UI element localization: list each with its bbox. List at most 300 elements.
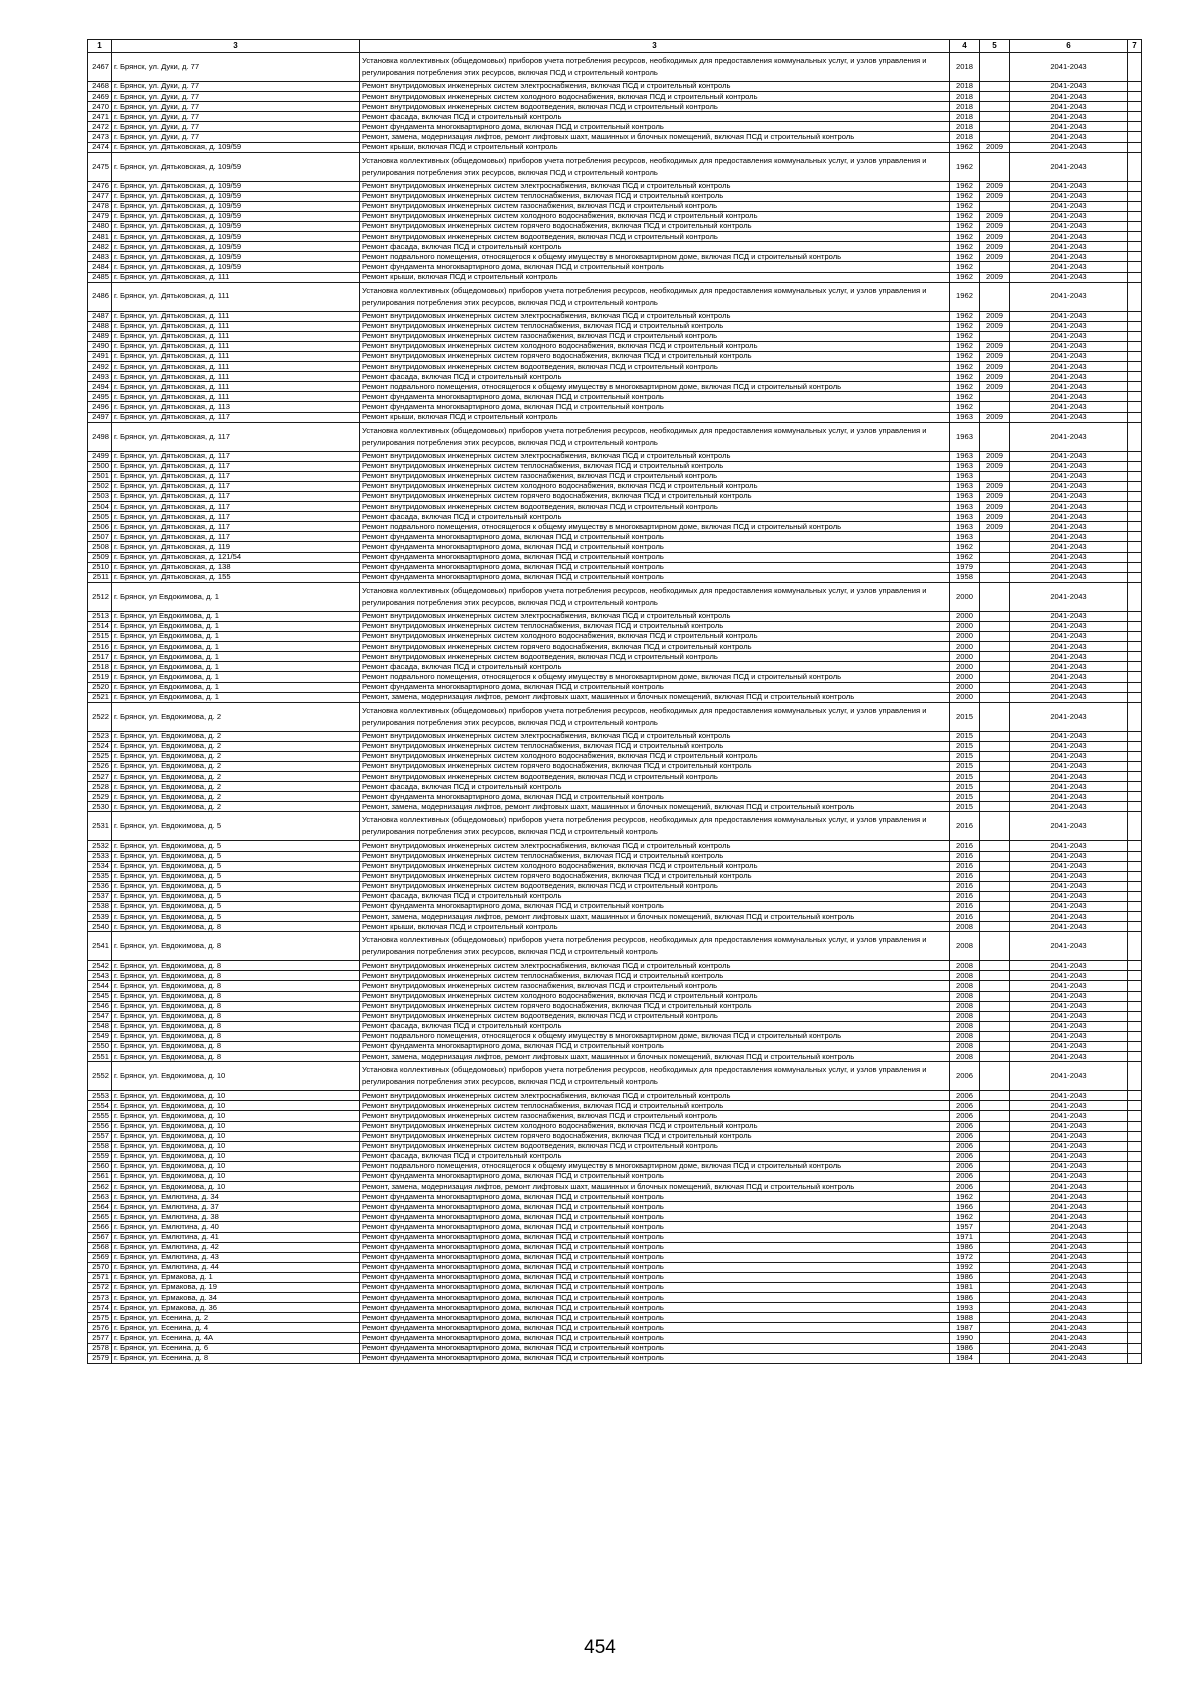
- note-cell: [1128, 412, 1142, 422]
- table-row: [88, 142, 1142, 152]
- table-row: [88, 1293, 1142, 1303]
- build-year-cell: 2006: [950, 1151, 980, 1161]
- build-year-cell: 2016: [950, 841, 980, 851]
- planned-period-cell: 2041-2043: [1010, 1091, 1128, 1101]
- planned-period-cell: 2041-2043: [1010, 222, 1128, 232]
- row-number-cell: 2553: [88, 1091, 112, 1101]
- last-repair-year-cell: 2009: [980, 451, 1010, 461]
- address-cell: г. Брянск, ул. Емлютина, д. 37: [112, 1202, 360, 1212]
- work-type-cell: Ремонт внутридомовых инженерных систем электроснабжения, включая ПСД и строительный контроль: [360, 961, 950, 971]
- planned-period-cell: 2041-2043: [1010, 422, 1128, 451]
- work-type-cell: Ремонт внутридомовых инженерных систем горячего водоснабжения, включая ПСД и строительный контроль: [360, 222, 950, 232]
- note-cell: [1128, 761, 1142, 771]
- build-year-cell: 1962: [950, 392, 980, 402]
- row-number-cell: 2490: [88, 341, 112, 351]
- row-number-cell: 2498: [88, 422, 112, 451]
- row-number-cell: 2484: [88, 262, 112, 272]
- planned-period-cell: 2041-2043: [1010, 621, 1128, 631]
- planned-period-cell: 2041-2043: [1010, 1202, 1128, 1212]
- work-type-cell: Ремонт фундамента многоквартирного дома, включая ПСД и строительный контроль: [360, 572, 950, 582]
- row-number-cell: 2548: [88, 1021, 112, 1031]
- build-year-cell: 1963: [950, 512, 980, 522]
- last-repair-year-cell: [980, 132, 1010, 142]
- table-row: [88, 451, 1142, 461]
- planned-period-cell: 2041-2043: [1010, 611, 1128, 621]
- build-year-cell: 1963: [950, 451, 980, 461]
- row-number-cell: 2579: [88, 1353, 112, 1363]
- build-year-cell: 1962: [950, 341, 980, 351]
- row-number-cell: 2509: [88, 552, 112, 562]
- address-cell: г. Брянск, ул. Евдокимова, д. 5: [112, 881, 360, 891]
- note-cell: [1128, 792, 1142, 802]
- address-cell: г. Брянск, ул. Дятьковская, д. 117: [112, 492, 360, 502]
- work-type-cell: Ремонт внутридомовых инженерных систем холодного водоснабжения, включая ПСД и строительный контроль: [360, 481, 950, 491]
- last-repair-year-cell: [980, 532, 1010, 542]
- work-type-cell: Ремонт, замена, модернизация лифтов, ремонт лифтовых шахт, машинных и блочных помещений, включая ПСД и строительный контроль: [360, 802, 950, 812]
- table-row: [88, 1111, 1142, 1121]
- work-type-cell: Ремонт фундамента многоквартирного дома, включая ПСД и строительный контроль: [360, 1353, 950, 1363]
- row-number-cell: 2545: [88, 991, 112, 1001]
- last-repair-year-cell: [980, 1192, 1010, 1202]
- build-year-cell: 1962: [950, 311, 980, 321]
- planned-period-cell: 2041-2043: [1010, 802, 1128, 812]
- last-repair-year-cell: [980, 1353, 1010, 1363]
- work-type-cell: Ремонт внутридомовых инженерных систем горячего водоснабжения, включая ПСД и строительный контроль: [360, 492, 950, 502]
- column-header: 6: [1010, 40, 1128, 53]
- work-type-cell: Ремонт фасада, включая ПСД и строительный контроль: [360, 782, 950, 792]
- planned-period-cell: 2041-2043: [1010, 372, 1128, 382]
- work-type-cell: Ремонт фундамента многоквартирного дома, включая ПСД и строительный контроль: [360, 682, 950, 692]
- work-type-cell: Ремонт внутридомовых инженерных систем электроснабжения, включая ПСД и строительный контроль: [360, 82, 950, 92]
- note-cell: [1128, 662, 1142, 672]
- work-type-cell: Ремонт фундамента многоквартирного дома, включая ПСД и строительный контроль: [360, 542, 950, 552]
- row-number-cell: 2477: [88, 191, 112, 201]
- work-type-cell: Ремонт фундамента многоквартирного дома, включая ПСД и строительный контроль: [360, 1272, 950, 1282]
- note-cell: [1128, 1171, 1142, 1181]
- note-cell: [1128, 1323, 1142, 1333]
- row-number-cell: 2518: [88, 662, 112, 672]
- address-cell: г. Брянск, ул. Дятьковская, д. 111: [112, 351, 360, 361]
- work-type-cell: Установка коллективных (общедомовых) приборов учета потребления ресурсов, необходимых для предоставления коммунальных услуг, и узлов управления и регулирования потребления этих ресурсов, включая ПСД и строительный контроль: [360, 152, 950, 181]
- last-repair-year-cell: [980, 1161, 1010, 1171]
- work-type-cell: Ремонт внутридомовых инженерных систем водоотведения, включая ПСД и строительный контроль: [360, 652, 950, 662]
- row-number-cell: 2479: [88, 211, 112, 221]
- build-year-cell: 2018: [950, 82, 980, 92]
- last-repair-year-cell: [980, 1202, 1010, 1212]
- row-number-cell: 2531: [88, 812, 112, 841]
- work-type-cell: Ремонт внутридомовых инженерных систем водоотведения, включая ПСД и строительный контроль: [360, 881, 950, 891]
- last-repair-year-cell: [980, 552, 1010, 562]
- row-number-cell: 2533: [88, 851, 112, 861]
- row-number-cell: 2568: [88, 1242, 112, 1252]
- row-number-cell: 2522: [88, 702, 112, 731]
- table-row: [88, 932, 1142, 961]
- note-cell: [1128, 582, 1142, 611]
- table-row: [88, 1303, 1142, 1313]
- planned-period-cell: 2041-2043: [1010, 1101, 1128, 1111]
- table-row: [88, 912, 1142, 922]
- build-year-cell: 1963: [950, 481, 980, 491]
- row-number-cell: 2552: [88, 1062, 112, 1091]
- build-year-cell: 1962: [950, 272, 980, 282]
- table-row: [88, 1232, 1142, 1242]
- last-repair-year-cell: [980, 772, 1010, 782]
- note-cell: [1128, 1353, 1142, 1363]
- note-cell: [1128, 1141, 1142, 1151]
- work-type-cell: Ремонт внутридомовых инженерных систем теплоснабжения, включая ПСД и строительный контроль: [360, 461, 950, 471]
- note-cell: [1128, 961, 1142, 971]
- last-repair-year-cell: [980, 782, 1010, 792]
- table-row: [88, 402, 1142, 412]
- planned-period-cell: 2041-2043: [1010, 1151, 1128, 1161]
- build-year-cell: 1962: [950, 321, 980, 331]
- work-type-cell: Ремонт внутридомовых инженерных систем холодного водоснабжения, включая ПСД и строительный контроль: [360, 861, 950, 871]
- address-cell: г. Брянск, ул Евдокимова, д. 1: [112, 621, 360, 631]
- table-row: [88, 1272, 1142, 1282]
- row-number-cell: 2546: [88, 1001, 112, 1011]
- note-cell: [1128, 1151, 1142, 1161]
- table-row: [88, 492, 1142, 502]
- planned-period-cell: 2041-2043: [1010, 1182, 1128, 1192]
- build-year-cell: 1962: [950, 542, 980, 552]
- last-repair-year-cell: 2009: [980, 232, 1010, 242]
- note-cell: [1128, 1031, 1142, 1041]
- last-repair-year-cell: [980, 562, 1010, 572]
- planned-period-cell: 2041-2043: [1010, 232, 1128, 242]
- note-cell: [1128, 1161, 1142, 1171]
- table-row: [88, 582, 1142, 611]
- note-cell: [1128, 611, 1142, 621]
- address-cell: г. Брянск, ул. Дятьковская, д. 117: [112, 412, 360, 422]
- row-number-cell: 2538: [88, 902, 112, 912]
- address-cell: г. Брянск, ул. Дятьковская, д. 155: [112, 572, 360, 582]
- table-row: [88, 731, 1142, 741]
- build-year-cell: 2000: [950, 621, 980, 631]
- planned-period-cell: 2041-2043: [1010, 922, 1128, 932]
- address-cell: г. Брянск, ул. Дятьковская, д. 109/59: [112, 191, 360, 201]
- work-type-cell: Ремонт крыши, включая ПСД и строительный контроль: [360, 272, 950, 282]
- work-type-cell: Ремонт, замена, модернизация лифтов, ремонт лифтовых шахт, машинных и блочных помещений, включая ПСД и строительный контроль: [360, 912, 950, 922]
- address-cell: г. Брянск, ул. Есенина, д. 4А: [112, 1333, 360, 1343]
- table-row: [88, 1313, 1142, 1323]
- row-number-cell: 2500: [88, 461, 112, 471]
- last-repair-year-cell: [980, 1303, 1010, 1313]
- row-number-cell: 2475: [88, 152, 112, 181]
- last-repair-year-cell: [980, 792, 1010, 802]
- work-type-cell: Ремонт внутридомовых инженерных систем холодного водоснабжения, включая ПСД и строительный контроль: [360, 92, 950, 102]
- build-year-cell: 1962: [950, 191, 980, 201]
- table-row: [88, 761, 1142, 771]
- note-cell: [1128, 82, 1142, 92]
- planned-period-cell: 2041-2043: [1010, 812, 1128, 841]
- table-row: [88, 201, 1142, 211]
- table-row: [88, 372, 1142, 382]
- note-cell: [1128, 552, 1142, 562]
- planned-period-cell: 2041-2043: [1010, 672, 1128, 682]
- planned-period-cell: 2041-2043: [1010, 392, 1128, 402]
- build-year-cell: 1992: [950, 1262, 980, 1272]
- work-type-cell: Ремонт внутридомовых инженерных систем газоснабжения, включая ПСД и строительный контроль: [360, 471, 950, 481]
- build-year-cell: 1972: [950, 1252, 980, 1262]
- work-type-cell: Ремонт фундамента многоквартирного дома, включая ПСД и строительный контроль: [360, 1283, 950, 1293]
- address-cell: г. Брянск, ул Евдокимова, д. 1: [112, 642, 360, 652]
- row-number-cell: 2574: [88, 1303, 112, 1313]
- row-number-cell: 2478: [88, 201, 112, 211]
- planned-period-cell: 2041-2043: [1010, 1141, 1128, 1151]
- address-cell: г. Брянск, ул. Емлютина, д. 34: [112, 1192, 360, 1202]
- last-repair-year-cell: [980, 1262, 1010, 1272]
- row-number-cell: 2572: [88, 1283, 112, 1293]
- last-repair-year-cell: [980, 471, 1010, 481]
- work-type-cell: Ремонт внутридомовых инженерных систем электроснабжения, включая ПСД и строительный контроль: [360, 841, 950, 851]
- note-cell: [1128, 1011, 1142, 1021]
- build-year-cell: 1962: [950, 152, 980, 181]
- note-cell: [1128, 1101, 1142, 1111]
- note-cell: [1128, 321, 1142, 331]
- table-row: [88, 242, 1142, 252]
- work-type-cell: Ремонт фундамента многоквартирного дома, включая ПСД и строительный контроль: [360, 1212, 950, 1222]
- last-repair-year-cell: [980, 642, 1010, 652]
- table-row: [88, 1091, 1142, 1101]
- table-row: [88, 211, 1142, 221]
- build-year-cell: 2016: [950, 861, 980, 871]
- address-cell: г. Брянск, ул. Евдокимова, д. 5: [112, 902, 360, 912]
- table-row: [88, 1262, 1142, 1272]
- table-row: [88, 891, 1142, 901]
- table-row: [88, 562, 1142, 572]
- table-row: [88, 812, 1142, 841]
- table-row: [88, 92, 1142, 102]
- address-cell: г. Брянск, ул. Дуки, д. 77: [112, 132, 360, 142]
- address-cell: г. Брянск, ул. Ермакова, д. 1: [112, 1272, 360, 1282]
- table-row: [88, 1052, 1142, 1062]
- planned-period-cell: 2041-2043: [1010, 1131, 1128, 1141]
- planned-period-cell: 2041-2043: [1010, 402, 1128, 412]
- planned-period-cell: 2041-2043: [1010, 522, 1128, 532]
- table-row: [88, 1252, 1142, 1262]
- build-year-cell: 2006: [950, 1141, 980, 1151]
- address-cell: г. Брянск, ул. Есенина, д. 8: [112, 1353, 360, 1363]
- planned-period-cell: 2041-2043: [1010, 981, 1128, 991]
- note-cell: [1128, 1182, 1142, 1192]
- planned-period-cell: 2041-2043: [1010, 272, 1128, 282]
- build-year-cell: 2015: [950, 751, 980, 761]
- row-number-cell: 2567: [88, 1232, 112, 1242]
- table-row: [88, 471, 1142, 481]
- last-repair-year-cell: [980, 922, 1010, 932]
- build-year-cell: 2015: [950, 702, 980, 731]
- planned-period-cell: 2041-2043: [1010, 311, 1128, 321]
- work-type-cell: Ремонт внутридомовых инженерных систем горячего водоснабжения, включая ПСД и строительный контроль: [360, 1131, 950, 1141]
- work-type-cell: Ремонт внутридомовых инженерных систем холодного водоснабжения, включая ПСД и строительный контроль: [360, 991, 950, 1001]
- build-year-cell: 2015: [950, 782, 980, 792]
- row-number-cell: 2558: [88, 1141, 112, 1151]
- last-repair-year-cell: 2009: [980, 502, 1010, 512]
- address-cell: г. Брянск, ул. Евдокимова, д. 8: [112, 1031, 360, 1041]
- planned-period-cell: 2041-2043: [1010, 1232, 1128, 1242]
- last-repair-year-cell: [980, 1052, 1010, 1062]
- table-row: [88, 841, 1142, 851]
- address-cell: г. Брянск, ул Евдокимова, д. 1: [112, 682, 360, 692]
- address-cell: г. Брянск, ул. Есенина, д. 2: [112, 1313, 360, 1323]
- row-number-cell: 2564: [88, 1202, 112, 1212]
- table-row: [88, 1353, 1142, 1363]
- build-year-cell: 2000: [950, 662, 980, 672]
- table-row: [88, 502, 1142, 512]
- table-row: [88, 1042, 1142, 1052]
- build-year-cell: 1962: [950, 351, 980, 361]
- table-row: [88, 1141, 1142, 1151]
- work-type-cell: Ремонт внутридомовых инженерных систем водоотведения, включая ПСД и строительный контроль: [360, 502, 950, 512]
- build-year-cell: 2008: [950, 932, 980, 961]
- last-repair-year-cell: [980, 82, 1010, 92]
- last-repair-year-cell: 2009: [980, 522, 1010, 532]
- planned-period-cell: 2041-2043: [1010, 1242, 1128, 1252]
- note-cell: [1128, 242, 1142, 252]
- planned-period-cell: 2041-2043: [1010, 1111, 1128, 1121]
- address-cell: г. Брянск, ул. Дятьковская, д. 109/59: [112, 201, 360, 211]
- last-repair-year-cell: 2009: [980, 252, 1010, 262]
- address-cell: г. Брянск, ул. Дятьковская, д. 117: [112, 481, 360, 491]
- table-row: [88, 611, 1142, 621]
- build-year-cell: 1963: [950, 471, 980, 481]
- work-type-cell: Ремонт внутридомовых инженерных систем газоснабжения, включая ПСД и строительный контроль: [360, 1111, 950, 1121]
- work-type-cell: Ремонт внутридомовых инженерных систем газоснабжения, включая ПСД и строительный контроль: [360, 981, 950, 991]
- build-year-cell: 1962: [950, 211, 980, 221]
- build-year-cell: 2016: [950, 902, 980, 912]
- work-type-cell: Ремонт фасада, включая ПСД и строительный контроль: [360, 1021, 950, 1031]
- address-cell: г. Брянск, ул. Евдокимова, д. 5: [112, 812, 360, 841]
- work-type-cell: Ремонт фундамента многоквартирного дома, включая ПСД и строительный контроль: [360, 792, 950, 802]
- work-type-cell: Ремонт внутридомовых инженерных систем водоотведения, включая ПСД и строительный контроль: [360, 362, 950, 372]
- note-cell: [1128, 481, 1142, 491]
- note-cell: [1128, 1001, 1142, 1011]
- table-row: [88, 1222, 1142, 1232]
- work-type-cell: Ремонт фундамента многоквартирного дома, включая ПСД и строительный контроль: [360, 1303, 950, 1313]
- row-number-cell: 2499: [88, 451, 112, 461]
- note-cell: [1128, 802, 1142, 812]
- row-number-cell: 2541: [88, 932, 112, 961]
- address-cell: г. Брянск, ул. Евдокимова, д. 2: [112, 741, 360, 751]
- table-row: [88, 652, 1142, 662]
- last-repair-year-cell: [980, 1151, 1010, 1161]
- row-number-cell: 2480: [88, 222, 112, 232]
- work-type-cell: Ремонт внутридомовых инженерных систем электроснабжения, включая ПСД и строительный контроль: [360, 311, 950, 321]
- build-year-cell: 1962: [950, 252, 980, 262]
- build-year-cell: 2000: [950, 582, 980, 611]
- address-cell: г. Брянск, ул. Дятьковская, д. 111: [112, 392, 360, 402]
- build-year-cell: 2016: [950, 891, 980, 901]
- last-repair-year-cell: 2009: [980, 242, 1010, 252]
- header-row: [88, 40, 1142, 53]
- row-number-cell: 2514: [88, 621, 112, 631]
- planned-period-cell: 2041-2043: [1010, 1262, 1128, 1272]
- last-repair-year-cell: [980, 971, 1010, 981]
- last-repair-year-cell: [980, 731, 1010, 741]
- work-type-cell: Ремонт фундамента многоквартирного дома, включая ПСД и строительный контроль: [360, 1242, 950, 1252]
- planned-period-cell: 2041-2043: [1010, 152, 1128, 181]
- planned-period-cell: 2041-2043: [1010, 282, 1128, 311]
- work-type-cell: Ремонт подвального помещения, относящегося к общему имуществу в многоквартирном доме, включая ПСД и строительный контроль: [360, 1031, 950, 1041]
- planned-period-cell: 2041-2043: [1010, 451, 1128, 461]
- last-repair-year-cell: [980, 402, 1010, 412]
- table-row: [88, 181, 1142, 191]
- build-year-cell: 1990: [950, 1333, 980, 1343]
- row-number-cell: 2495: [88, 392, 112, 402]
- last-repair-year-cell: [980, 1091, 1010, 1101]
- last-repair-year-cell: [980, 912, 1010, 922]
- build-year-cell: 2015: [950, 792, 980, 802]
- row-number-cell: 2543: [88, 971, 112, 981]
- work-type-cell: Установка коллективных (общедомовых) приборов учета потребления ресурсов, необходимых для предоставления коммунальных услуг, и узлов управления и регулирования потребления этих ресурсов, включая ПСД и строительный контроль: [360, 422, 950, 451]
- build-year-cell: 2015: [950, 731, 980, 741]
- last-repair-year-cell: 2009: [980, 481, 1010, 491]
- note-cell: [1128, 562, 1142, 572]
- planned-period-cell: 2041-2043: [1010, 682, 1128, 692]
- note-cell: [1128, 1303, 1142, 1313]
- register-table: [87, 39, 1142, 1364]
- work-type-cell: Ремонт внутридомовых инженерных систем холодного водоснабжения, включая ПСД и строительный контроль: [360, 211, 950, 221]
- row-number-cell: 2571: [88, 1272, 112, 1282]
- row-number-cell: 2555: [88, 1111, 112, 1121]
- last-repair-year-cell: [980, 1222, 1010, 1232]
- row-number-cell: 2492: [88, 362, 112, 372]
- table-row: [88, 1323, 1142, 1333]
- work-type-cell: Ремонт внутридомовых инженерных систем горячего водоснабжения, включая ПСД и строительный контроль: [360, 351, 950, 361]
- table-row: [88, 1182, 1142, 1192]
- table-row: [88, 1161, 1142, 1171]
- address-cell: г. Брянск, ул. Ермакова, д. 34: [112, 1293, 360, 1303]
- address-cell: г. Брянск, ул. Емлютина, д. 41: [112, 1232, 360, 1242]
- work-type-cell: Установка коллективных (общедомовых) приборов учета потребления ресурсов, необходимых для предоставления коммунальных услуг, и узлов управления и регулирования потребления этих ресурсов, включая ПСД и строительный контроль: [360, 1062, 950, 1091]
- row-number-cell: 2467: [88, 53, 112, 82]
- note-cell: [1128, 902, 1142, 912]
- table-row: [88, 1011, 1142, 1021]
- row-number-cell: 2527: [88, 772, 112, 782]
- table-row: [88, 282, 1142, 311]
- table-row: [88, 861, 1142, 871]
- address-cell: г. Брянск, ул. Дуки, д. 77: [112, 122, 360, 132]
- last-repair-year-cell: [980, 741, 1010, 751]
- address-cell: г. Брянск, ул. Евдокимова, д. 8: [112, 1011, 360, 1021]
- table-row: [88, 392, 1142, 402]
- table-row: [88, 981, 1142, 991]
- build-year-cell: 1963: [950, 492, 980, 502]
- build-year-cell: 2000: [950, 652, 980, 662]
- row-number-cell: 2470: [88, 102, 112, 112]
- note-cell: [1128, 211, 1142, 221]
- work-type-cell: Установка коллективных (общедомовых) приборов учета потребления ресурсов, необходимых для предоставления коммунальных услуг, и узлов управления и регулирования потребления этих ресурсов, включая ПСД и строительный контроль: [360, 812, 950, 841]
- address-cell: г. Брянск, ул. Евдокимова, д. 10: [112, 1091, 360, 1101]
- note-cell: [1128, 1222, 1142, 1232]
- last-repair-year-cell: [980, 1001, 1010, 1011]
- note-cell: [1128, 152, 1142, 181]
- table-row: [88, 232, 1142, 242]
- table-row: [88, 532, 1142, 542]
- address-cell: г. Брянск, ул. Евдокимова, д. 8: [112, 1021, 360, 1031]
- table-row: [88, 572, 1142, 582]
- address-cell: г. Брянск, ул. Евдокимова, д. 8: [112, 1001, 360, 1011]
- table-row: [88, 1202, 1142, 1212]
- last-repair-year-cell: 2009: [980, 372, 1010, 382]
- last-repair-year-cell: [980, 201, 1010, 211]
- planned-period-cell: 2041-2043: [1010, 1212, 1128, 1222]
- row-number-cell: 2506: [88, 522, 112, 532]
- last-repair-year-cell: [980, 991, 1010, 1001]
- table-row: [88, 1021, 1142, 1031]
- work-type-cell: Установка коллективных (общедомовых) приборов учета потребления ресурсов, необходимых для предоставления коммунальных услуг, и узлов управления и регулирования потребления этих ресурсов, включая ПСД и строительный контроль: [360, 53, 950, 82]
- last-repair-year-cell: [980, 1062, 1010, 1091]
